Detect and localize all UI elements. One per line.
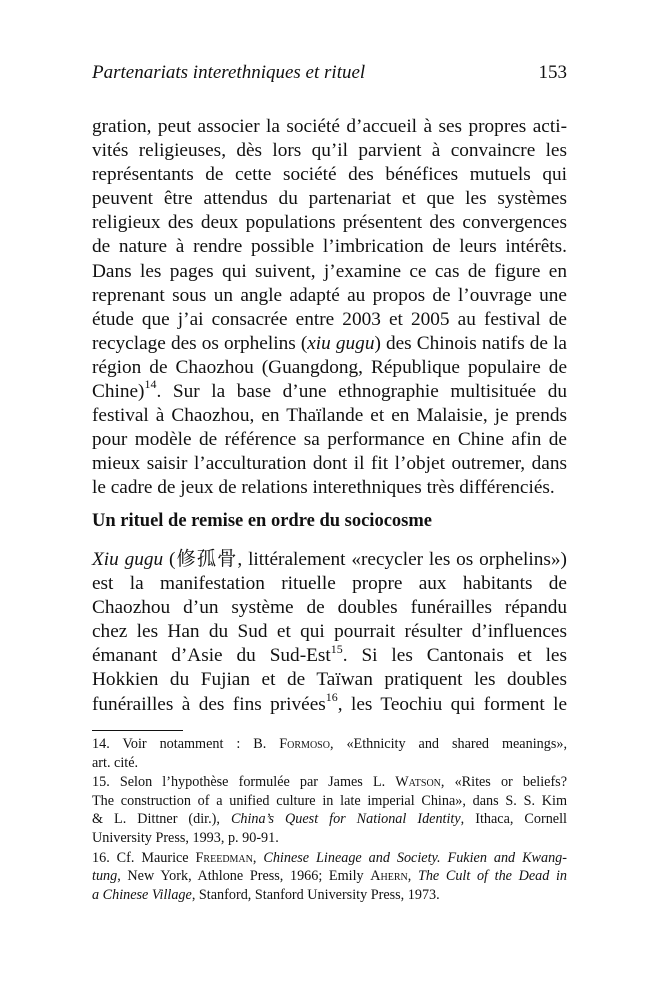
section-heading: Un rituel de remise en ordre du sociocosme — [92, 511, 432, 531]
page-number: 153 — [538, 62, 567, 83]
book-title: tung — [92, 868, 118, 885]
running-head — [92, 58, 567, 88]
text-line: représentants de cette société des bénéfices mutuels qui — [92, 164, 567, 186]
text-line: est la manifestation rituelle propre aux habitants de — [92, 573, 567, 595]
text-line: vités religieuses, dès lors qu’il parvient à convaincre les — [92, 140, 567, 162]
footnote-line: & L. Dittner (dir.), China’s Quest for National Identity, Ithaca, Cornell — [92, 811, 567, 828]
italic-term: Xiu gugu — [92, 549, 164, 570]
italic-term: xiu gugu — [307, 332, 375, 354]
footnote-line: tung, New York, Athlone Press, 1966; Emily Ahern, The Cult of the Dead in — [92, 868, 568, 885]
text-line: pour modèle de référence sa performance en Chine afin de — [92, 429, 567, 451]
footnote-separator — [92, 730, 183, 731]
footnote-ref-16: 16 — [325, 689, 338, 704]
author-name: Watson — [395, 774, 441, 791]
footnote-14 — [92, 735, 567, 772]
footnote-line: The construction of a unified culture in late imperial China», dans S. S. Kim — [92, 792, 567, 809]
author-name: Formoso — [279, 736, 330, 752]
text-line: festival à Chaozhou, en Thaïlande et en Malaisie, je prends — [92, 405, 567, 427]
footnote-ref-15: 15 — [330, 641, 343, 656]
text-line: religieux des deux populations présentent des convergences — [92, 212, 567, 234]
book-title: a Chinese Village — [92, 886, 192, 903]
text-line: Chine)$^{14}$. Sur la base d’une ethnographie multisituée du — [92, 377, 567, 403]
text-line: Xiu gugu (修孤骨, littéralement «recycler les os orphelins») — [92, 549, 567, 570]
text-line: région de Chaozhou (Guangdong, République populaire de — [92, 356, 567, 378]
text-line: le cadre de jeux de relations interethniques très différenciés. — [92, 477, 555, 499]
author-name: Freedman — [195, 849, 253, 866]
footnote-line: art. cité. — [92, 754, 139, 771]
footnote-line: a Chinese Village, Stanford, Stanford University Press, 1973. — [92, 886, 440, 903]
text-line: de nature à rendre possible l’imbrication de leurs intérêts. — [92, 236, 567, 258]
text-line: funérailles à des fins privées$^{16}$, les Teochiu qui forment le — [92, 689, 568, 715]
book-title: China’s Quest for National Identity — [230, 811, 461, 828]
text-line: Chaozhou d’un système de doubles funérailles répandu — [92, 597, 567, 619]
book-title: The Cult of the Dead in — [417, 868, 568, 885]
footnotes — [92, 735, 567, 905]
body-paragraph-1 — [92, 115, 567, 501]
text-line: gration, peut associer la société d’accueil à ses propres acti- — [92, 116, 567, 137]
footnote-line: 16. Cf. Maurice Freedman, Chinese Lineage and Society. Fukien and Kwang- — [92, 849, 567, 866]
text-line: étude que j’ai consacrée entre 2003 et 2005 au festival de — [92, 308, 567, 330]
footnote-line: University Press, 1993, p. 90-91. — [92, 829, 279, 846]
footnote-line: 15. Selon l’hypothèse formulée par James L. Watson, «Rites or beliefs? — [92, 774, 567, 791]
running-title: Partenariats interethniques et rituel — [92, 62, 366, 83]
footnote-15 — [92, 773, 567, 847]
text-line: mieux saisir l’acculturation dont il fit l’objet outremer, dans — [92, 453, 567, 475]
text-line: chez les Han du Sud et qui pourrait résulter d’influences — [92, 621, 567, 643]
text-line: reprenant sous un angle adapté au propos de l’ouvrage une — [92, 284, 567, 306]
author-name: Ahern — [370, 868, 408, 885]
text-line: émanant d’Asie du Sud-Est$^{15}$. Si les Cantonais et les — [92, 641, 567, 667]
body-paragraph-2 — [92, 548, 567, 717]
footnote-ref-14: 14 — [144, 377, 157, 392]
text-line: peuvent être attendus du partenariat et que les systèmes — [92, 188, 567, 210]
footnote-16 — [92, 849, 567, 905]
book-title: Chinese Lineage and Society. Fukien and Kwang- — [263, 849, 567, 866]
text-line: Dans les pages qui suivent, j’examine ce cas de figure en — [92, 260, 567, 282]
text-line: recyclage des os orphelins (xiu gugu) des Chinois natifs de la — [92, 332, 567, 354]
text-line: Hokkien du Fujian et de Taïwan pratiquent les doubles — [92, 669, 567, 691]
footnote-line: 14. Voir notamment : B. Formoso, «Ethnicity and shared meanings», — [92, 736, 567, 752]
